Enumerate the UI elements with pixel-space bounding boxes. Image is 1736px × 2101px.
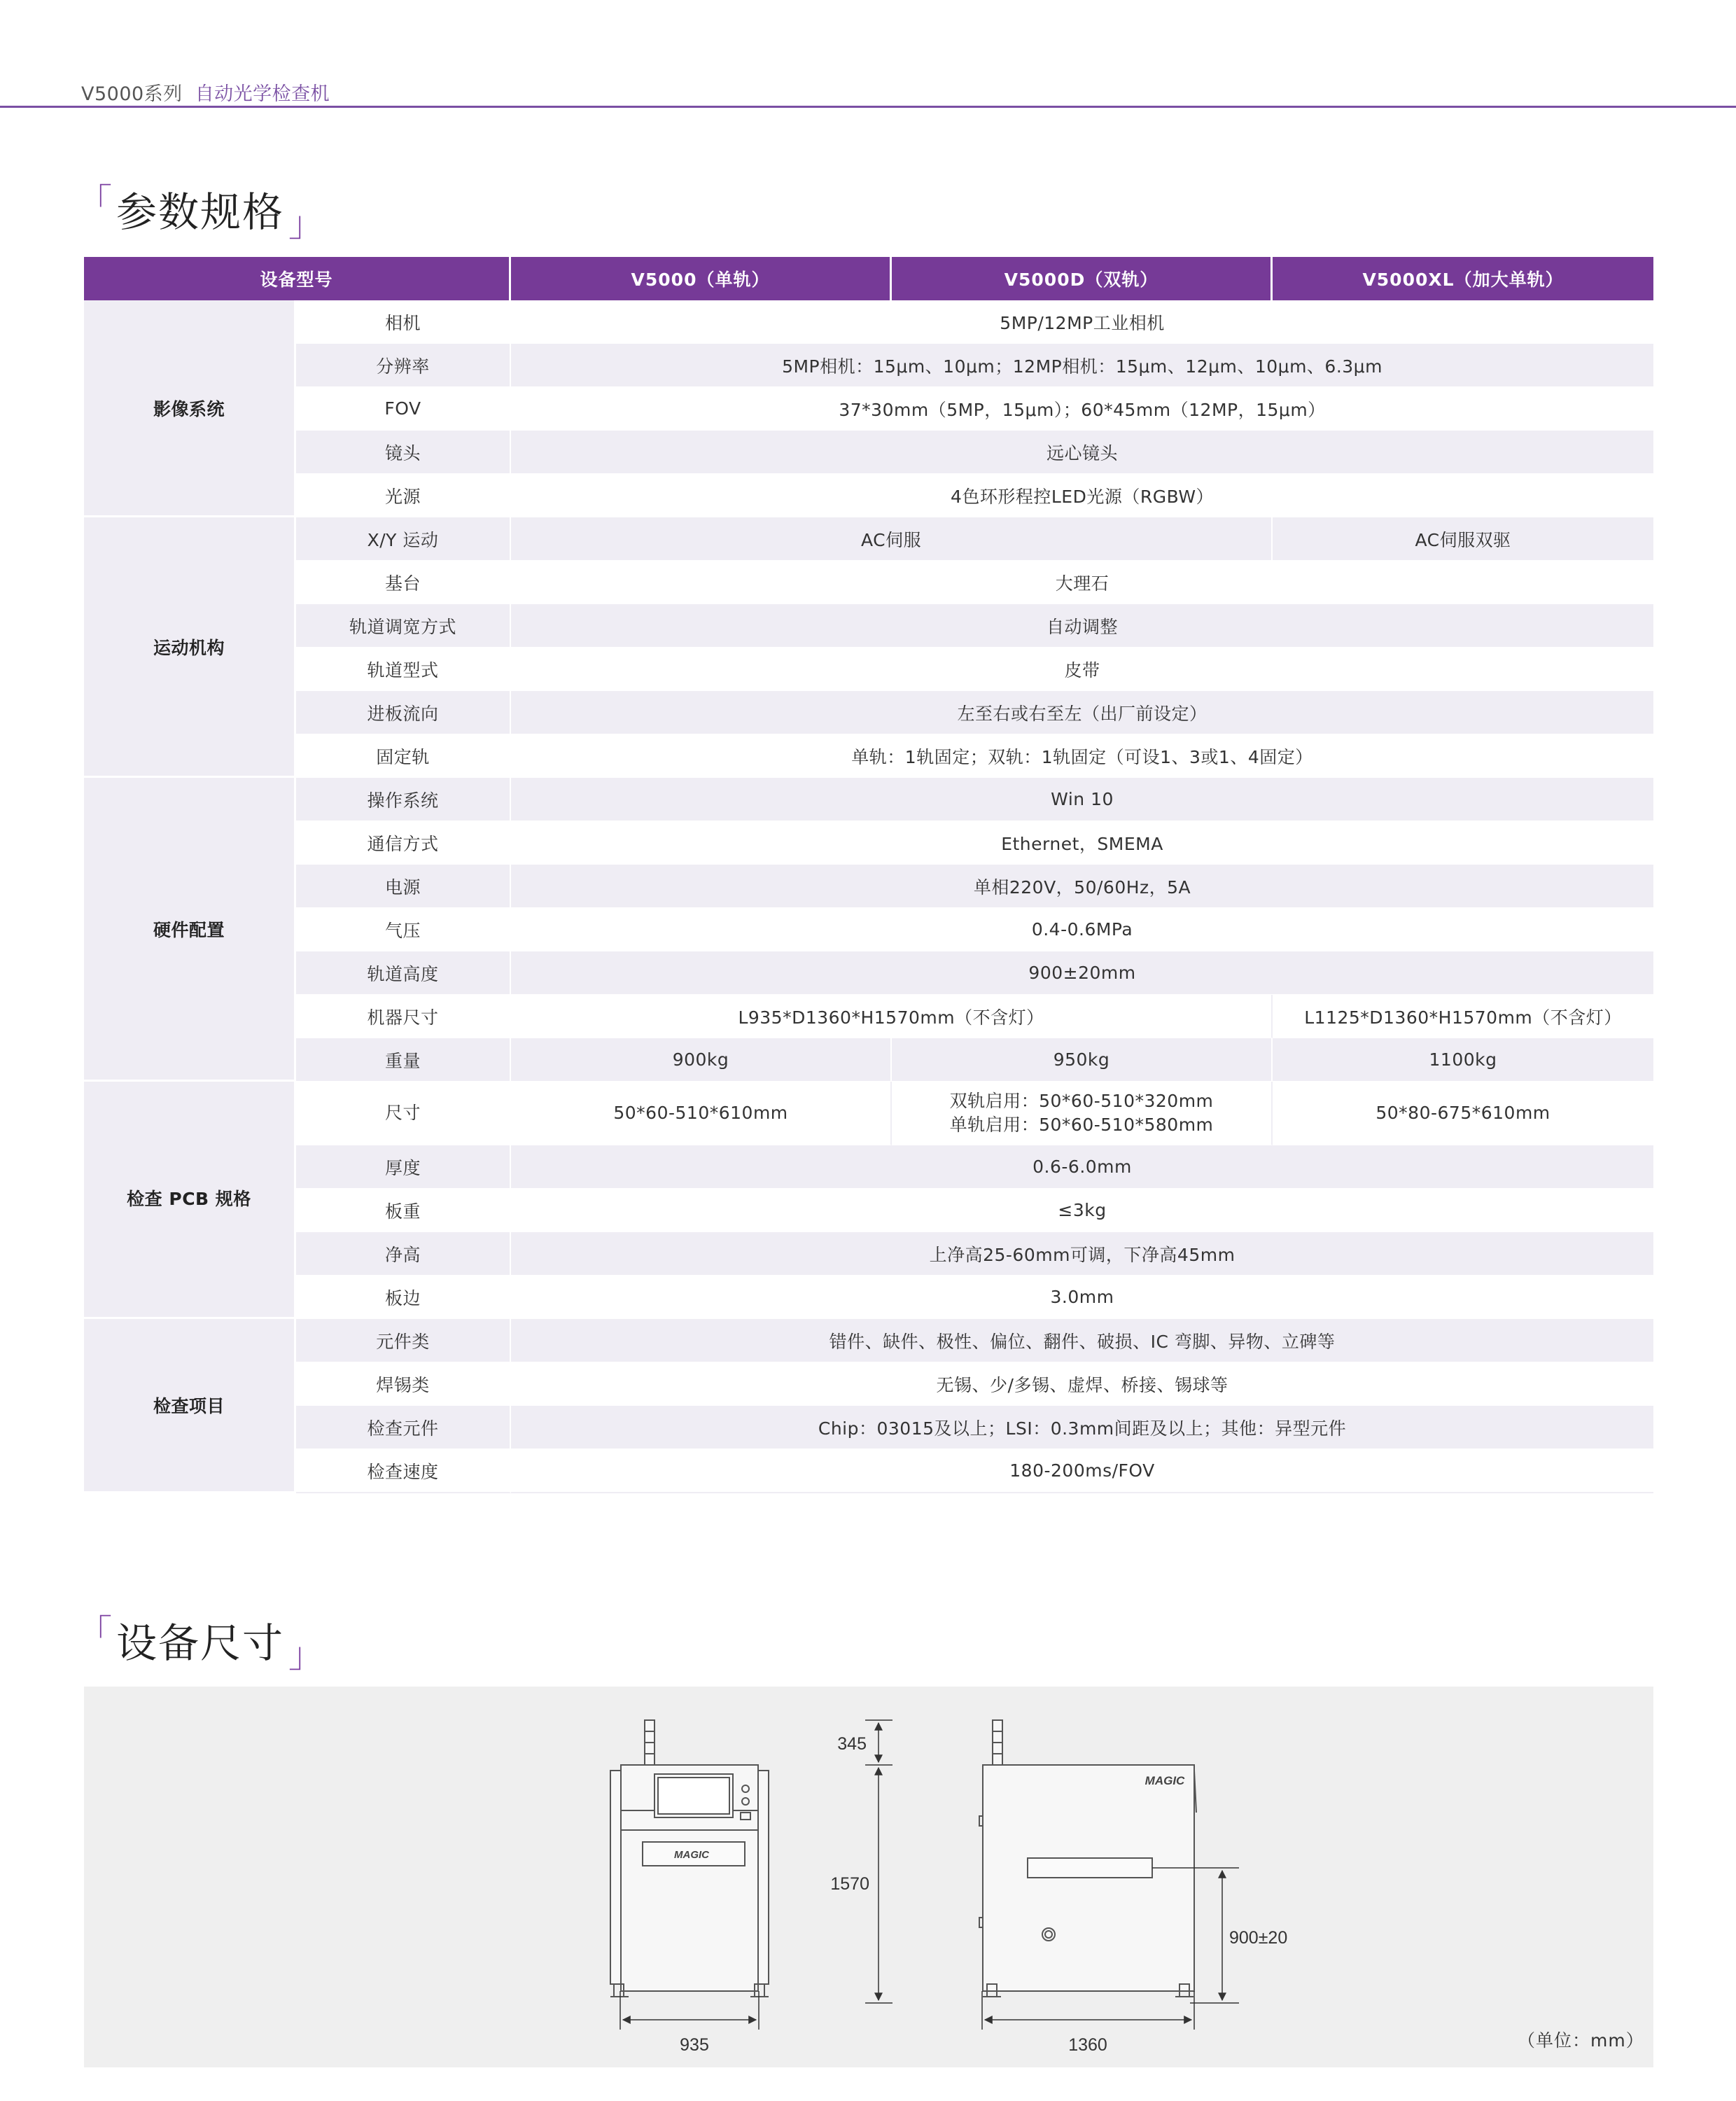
row-label: 分辨率 (296, 344, 511, 387)
side-depth-dimension (982, 1991, 1194, 2030)
header-v5000: V5000（单轨） (511, 257, 892, 300)
group-items: 检查项目 (84, 1319, 296, 1493)
group-hardware: 硬件配置 (84, 778, 296, 1082)
row-label: 焊锡类 (296, 1362, 511, 1406)
row-label: 相机 (296, 300, 511, 344)
row-value: 5MP相机：15μm、10μm；12MP相机：15μm、12μm、10μm、6.3μm (511, 344, 1653, 387)
table-row (84, 865, 1653, 908)
page-header (81, 78, 330, 106)
row-value: 50*60-510*610mm (511, 1082, 892, 1145)
spec-title-text: 参数规格 (116, 188, 285, 236)
table-row (84, 1362, 1653, 1406)
row-value: Ethernet，SMEMA (511, 821, 1653, 865)
product-name: 自动光学检查机 (195, 83, 330, 105)
bracket-close: 」 (288, 204, 326, 244)
side-depth-label: 1360 (1068, 2035, 1107, 2055)
lamp-height-label: 345 (837, 1734, 867, 1754)
row-value: Chip：03015及以上；LSI：0.3mm间距及以上；其他：异型元件 (511, 1406, 1653, 1449)
row-label: 电源 (296, 865, 511, 908)
row-value: 无锡、少/多锡、虚焊、桥接、锡球等 (511, 1362, 1653, 1406)
row-label: 轨道型式 (296, 648, 511, 691)
front-width-label: 935 (680, 2035, 709, 2055)
row-value: 自动调整 (511, 604, 1653, 648)
dims-section-title (77, 1605, 325, 1677)
spec-table (84, 257, 1653, 1493)
row-value: 950kg (892, 1038, 1273, 1082)
rail-height-label: 900±20 (1229, 1928, 1288, 1948)
table-row (84, 951, 1653, 995)
row-value: 错件、缺件、极性、偏位、翻件、破损、IC 弯脚、异物、立碑等 (511, 1319, 1653, 1362)
row-label: 检查速度 (296, 1449, 511, 1493)
table-row (84, 1319, 1653, 1362)
dual-rail-size: 双轨启用：50*60-510*320mm (949, 1091, 1214, 1111)
row-value: ≤3kg (511, 1189, 1653, 1232)
row-label: 镜头 (296, 431, 511, 474)
side-view-machine (979, 1720, 1196, 1997)
table-row (84, 821, 1653, 865)
single-rail-size: 单轨启用：50*60-510*580mm (949, 1115, 1214, 1135)
row-label: 元件类 (296, 1319, 511, 1362)
row-label: 板边 (296, 1276, 511, 1319)
body-height-label: 1570 (830, 1874, 869, 1894)
row-label: X/Y 运动 (296, 517, 511, 561)
row-value: 1100kg (1273, 1038, 1653, 1082)
table-row (84, 474, 1653, 517)
group-motion: 运动机构 (84, 517, 296, 778)
bracket-open: 「 (77, 1612, 113, 1653)
table-row (84, 1449, 1653, 1493)
table-row (84, 1276, 1653, 1319)
table-row (84, 300, 1653, 344)
table-row (84, 778, 1653, 821)
row-label: 进板流向 (296, 691, 511, 734)
table-row (84, 1038, 1653, 1082)
row-value: 单相220V，50/60Hz，5A (511, 865, 1653, 908)
row-value: AC伺服 (511, 517, 1273, 561)
row-value: 0.6-6.0mm (511, 1145, 1653, 1189)
front-logo: MAGIC (674, 1849, 709, 1861)
row-label: 固定轨 (296, 734, 511, 778)
row-label: 通信方式 (296, 821, 511, 865)
header-model: 设备型号 (84, 257, 511, 300)
table-row (84, 604, 1653, 648)
row-value: L1125*D1360*H1570mm（不含灯） (1273, 995, 1653, 1038)
row-value: 皮带 (511, 648, 1653, 691)
row-value: 3.0mm (511, 1276, 1653, 1319)
row-value: 单轨：1轨固定；双轨：1轨固定（可设1、3或1、4固定） (511, 734, 1653, 778)
row-value: L935*D1360*H1570mm（不含灯） (511, 995, 1273, 1038)
table-row (84, 648, 1653, 691)
dims-title-text: 设备尺寸 (116, 1619, 285, 1667)
table-row (84, 1232, 1653, 1276)
table-row (84, 1406, 1653, 1449)
row-label: 轨道高度 (296, 951, 511, 995)
row-value: 大理石 (511, 561, 1653, 604)
table-row (84, 691, 1653, 734)
height-dimension (865, 1720, 892, 2003)
row-value: 37*30mm（5MP，15μm）；60*45mm（12MP，15μm） (511, 387, 1653, 431)
row-value: 上净高25-60mm可调，下净高45mm (511, 1232, 1653, 1276)
table-row (84, 1189, 1653, 1232)
row-label: 尺寸 (296, 1082, 511, 1145)
table-row (84, 387, 1653, 431)
row-label: 操作系统 (296, 778, 511, 821)
row-value: 4色环形程控LED光源（RGBW） (511, 474, 1653, 517)
header-v5000d: V5000D（双轨） (892, 257, 1273, 300)
row-label: FOV (296, 387, 511, 431)
table-row (84, 517, 1653, 561)
header-v5000xl: V5000XL（加大单轨） (1273, 257, 1653, 300)
bracket-close: 」 (288, 1635, 326, 1675)
table-row (84, 561, 1653, 604)
dimension-drawing (84, 1687, 1653, 2067)
row-label: 重量 (296, 1038, 511, 1082)
row-value: 远心镜头 (511, 431, 1653, 474)
row-label: 板重 (296, 1189, 511, 1232)
group-pcb: 检查 PCB 规格 (84, 1082, 296, 1319)
spec-section-title (77, 174, 325, 246)
row-value: 900kg (511, 1038, 892, 1082)
row-label: 机器尺寸 (296, 995, 511, 1038)
side-logo: MAGIC (1144, 1774, 1185, 1787)
row-value: AC伺服双驱 (1273, 517, 1653, 561)
row-label: 基台 (296, 561, 511, 604)
row-label: 轨道调宽方式 (296, 604, 511, 648)
bracket-open: 「 (77, 181, 113, 222)
row-label: 光源 (296, 474, 511, 517)
table-row (84, 995, 1653, 1038)
table-row (84, 1082, 1653, 1145)
row-label: 气压 (296, 908, 511, 951)
row-value: 5MP/12MP工业相机 (511, 300, 1653, 344)
header-divider (0, 106, 1736, 108)
row-value: Win 10 (511, 778, 1653, 821)
group-imaging: 影像系统 (84, 300, 296, 517)
row-value: 50*80-675*610mm (1273, 1082, 1653, 1145)
row-value: 0.4-0.6MPa (511, 908, 1653, 951)
dimension-drawing-panel (84, 1687, 1653, 2067)
row-label: 检查元件 (296, 1406, 511, 1449)
front-width-dimension (620, 1991, 759, 2030)
table-row (84, 431, 1653, 474)
table-row (84, 734, 1653, 778)
table-row (84, 344, 1653, 387)
row-value-multiline (892, 1082, 1273, 1145)
series-name: V5000系列 (81, 83, 183, 105)
row-value: 左至右或右至左（出厂前设定） (511, 691, 1653, 734)
table-row (84, 908, 1653, 951)
table-row (84, 1145, 1653, 1189)
row-value: 180-200ms/FOV (511, 1449, 1653, 1493)
unit-note: （单位：mm） (1518, 2030, 1644, 2051)
row-label: 净高 (296, 1232, 511, 1276)
row-label: 厚度 (296, 1145, 511, 1189)
row-value: 900±20mm (511, 951, 1653, 995)
